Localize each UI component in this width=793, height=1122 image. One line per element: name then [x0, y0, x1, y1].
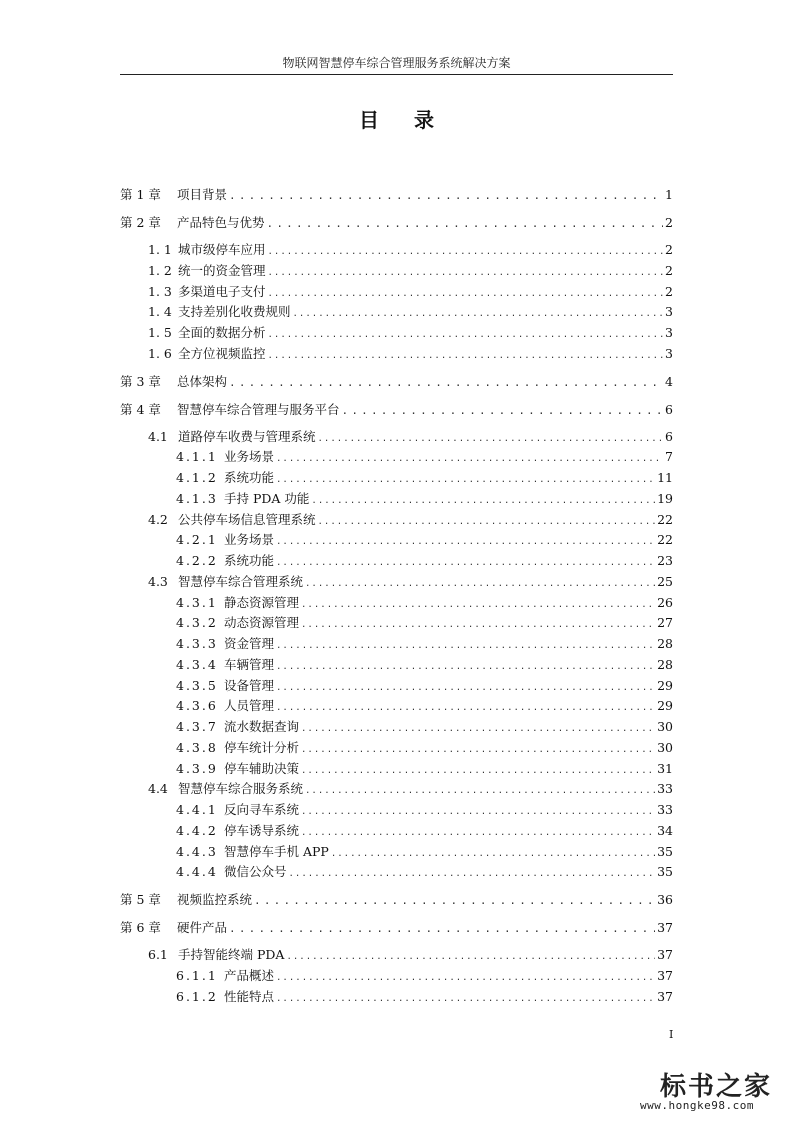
- toc-dot-leader: [276, 989, 655, 1009]
- toc-entry-label: 系统功能: [224, 470, 275, 485]
- toc-entry-label: 微信公众号: [224, 864, 287, 880]
- toc-entry-label: 性能特点: [224, 988, 275, 1004]
- toc-entry-number: 4.4: [148, 781, 168, 797]
- toc-entry[interactable]: [176, 593, 673, 613]
- toc-entry[interactable]: [148, 945, 673, 965]
- toc-dot-leader: [331, 844, 655, 864]
- toc-entry[interactable]: [148, 282, 673, 302]
- toc-entry-number: 4.4.3: [176, 843, 218, 859]
- toc-entry-page: 37: [657, 988, 673, 1004]
- toc-entry-number: 6.1.2: [176, 988, 218, 1004]
- toc-entry-number: 4.3.6: [176, 698, 218, 714]
- toc-entry-label: 业务场景: [224, 449, 275, 465]
- toc-dot-leader: [276, 678, 655, 698]
- toc-entry-page: 33: [657, 781, 673, 797]
- toc-entry-page: 30: [657, 719, 673, 734]
- toc-dot-leader: [276, 532, 655, 552]
- toc-dot-leader: [268, 284, 664, 304]
- toc-dot-leader: [311, 491, 655, 511]
- toc-entry-page: 4: [665, 373, 673, 389]
- toc-entry-page: 30: [657, 739, 673, 755]
- toc-entry[interactable]: [176, 842, 673, 862]
- toc-dot-leader: [254, 891, 655, 911]
- toc-entry-number: 4.3.4: [176, 656, 218, 672]
- toc-entry-number: 4.4.4: [176, 864, 218, 880]
- toc-entry[interactable]: [176, 759, 673, 779]
- toc-entry[interactable]: [176, 862, 673, 882]
- toc-entry-page: 3: [665, 325, 673, 340]
- toc-entry-page: 37: [657, 947, 673, 962]
- toc-entry-label: 停车辅助决策: [224, 760, 300, 776]
- toc-dot-leader: [289, 864, 656, 884]
- toc-entry-number: 第 2 章: [120, 215, 161, 230]
- toc-entry-page: 37: [657, 920, 673, 935]
- toc-entry[interactable]: [148, 302, 673, 322]
- toc-entry[interactable]: [148, 572, 673, 592]
- toc-entry[interactable]: [120, 400, 673, 420]
- toc-entry-label: 智慧停车综合服务系统: [178, 781, 304, 797]
- toc-entry[interactable]: [176, 447, 673, 467]
- toc-entry[interactable]: [148, 261, 673, 281]
- toc-entry-page: 23: [657, 553, 673, 568]
- toc-entry[interactable]: [176, 966, 673, 986]
- toc-dot-leader: [318, 512, 656, 532]
- toc-entry-page: 7: [665, 449, 673, 465]
- toc-entry[interactable]: [148, 323, 673, 343]
- toc-dot-leader: [286, 947, 655, 967]
- toc-entry[interactable]: [176, 696, 673, 716]
- toc-entry[interactable]: [120, 213, 673, 233]
- toc-entry[interactable]: [176, 634, 673, 654]
- toc-entry-page: 11: [657, 470, 673, 485]
- toc-entry[interactable]: [120, 918, 673, 938]
- toc-entry-number: 4.2.1: [176, 532, 218, 548]
- toc-dot-leader: [276, 657, 655, 677]
- toc-entry-page: 28: [657, 656, 673, 672]
- toc-dot-leader: [305, 781, 655, 801]
- toc-entry-page: 29: [657, 698, 673, 714]
- toc-dot-leader: [268, 325, 664, 345]
- toc-entry[interactable]: [148, 510, 673, 530]
- toc-entry-label: 停车诱导系统: [224, 822, 300, 838]
- toc-dot-leader: [276, 698, 655, 718]
- toc-dot-leader: [301, 719, 655, 739]
- toc-entry[interactable]: [148, 427, 673, 447]
- toc-dot-leader: [229, 373, 663, 393]
- toc-entry-label: 多渠道电子支付: [178, 283, 266, 299]
- toc-entry-number: 4.1.1: [176, 449, 218, 465]
- toc-entry-page: 22: [657, 511, 673, 527]
- toc-entry-label: 硬件产品: [177, 920, 228, 935]
- toc-entry-number: 1. 3: [148, 283, 172, 299]
- toc-entry-page: 29: [657, 677, 673, 693]
- toc-entry-label: 全面的数据分析: [178, 325, 266, 340]
- toc-entry-label: 城市级停车应用: [178, 242, 266, 257]
- toc-dot-leader: [318, 429, 664, 449]
- watermark-text: 标书之家: [660, 1072, 773, 1102]
- toc-entry[interactable]: [176, 655, 673, 675]
- toc-dot-leader: [229, 919, 655, 939]
- running-header: 物联网智慧停车综合管理服务系统解决方案: [282, 56, 511, 70]
- toc-dot-leader: [268, 263, 664, 283]
- toc-entry-number: 第 6 章: [120, 920, 161, 935]
- toc-entry-page: 35: [657, 843, 673, 859]
- toc-dot-leader: [301, 615, 655, 635]
- toc-entry[interactable]: [176, 821, 673, 841]
- toc-entry-label: 公共停车场信息管理系统: [178, 511, 316, 527]
- toc-dot-leader: [267, 214, 664, 234]
- toc-dot-leader: [276, 636, 655, 656]
- toc-dot-leader: [301, 740, 655, 760]
- toc-entry-label: 智慧停车综合管理与服务平台: [177, 401, 340, 417]
- toc-entry[interactable]: [176, 676, 673, 696]
- toc-dot-leader: [276, 968, 655, 988]
- toc-entry-number: 4.3.2: [176, 615, 218, 631]
- toc-dot-leader: [293, 304, 664, 324]
- toc-dot-leader: [276, 449, 663, 469]
- toc-entry[interactable]: [176, 551, 673, 571]
- toc-entry[interactable]: [148, 779, 673, 799]
- toc-entry-label: 系统功能: [224, 553, 275, 568]
- toc-entry-label: 手持智能终端 PDA: [178, 947, 285, 962]
- toc-entry[interactable]: [176, 717, 673, 737]
- toc-entry-number: 6.1.1: [176, 967, 218, 983]
- toc-entry-page: 27: [657, 615, 673, 631]
- toc-entry[interactable]: [176, 738, 673, 758]
- toc-entry-number: 1. 5: [148, 325, 172, 340]
- watermark-logo: [630, 1060, 790, 1116]
- toc-entry[interactable]: [148, 344, 673, 364]
- toc-entry-label: 全方位视频监控: [178, 345, 266, 361]
- toc-entry-label: 统一的资金管理: [178, 262, 266, 278]
- toc-entry-label: 智慧停车手机 APP: [224, 843, 329, 859]
- toc-entry-number: 第 1 章: [120, 187, 161, 202]
- toc-entry-label: 产品特色与优势: [177, 215, 265, 230]
- toc-entry-label: 支持差别化收费规则: [178, 304, 291, 320]
- toc-entry-label: 总体架构: [177, 373, 228, 389]
- footer-page-number: I: [669, 1028, 674, 1041]
- toc-entry[interactable]: [176, 468, 673, 488]
- toc-entry-label: 车辆管理: [224, 656, 275, 672]
- toc-entry-number: 4.1.3: [176, 490, 218, 506]
- toc-entry[interactable]: [148, 240, 673, 260]
- toc-entry-number: 4.3.8: [176, 739, 218, 755]
- toc-entry-label: 停车统计分析: [224, 739, 300, 755]
- toc-entry-page: 37: [657, 967, 673, 983]
- toc-entry-label: 反向寻车系统: [224, 802, 300, 817]
- toc-entry-page: 2: [665, 262, 673, 278]
- toc-entry[interactable]: [120, 890, 673, 910]
- toc-entry-label: 设备管理: [224, 677, 275, 693]
- toc-entry-page: 36: [657, 892, 673, 907]
- toc-entry[interactable]: [120, 185, 673, 205]
- toc-dot-leader: [342, 401, 664, 421]
- toc-dot-leader: [276, 553, 655, 573]
- toc-entry-label: 手持 PDA 功能: [224, 490, 310, 506]
- toc-entry-number: 1. 4: [148, 304, 172, 320]
- toc-entry-page: 2: [665, 242, 673, 257]
- toc-entry-number: 第 5 章: [120, 892, 161, 907]
- toc-dot-leader: [268, 346, 664, 366]
- toc-entry-page: 28: [657, 636, 673, 651]
- toc-entry-number: 4.3.9: [176, 760, 218, 776]
- toc-entry-number: 6.1: [148, 947, 168, 962]
- toc-entry-page: 3: [665, 304, 673, 320]
- toc-entry-page: 3: [665, 345, 673, 361]
- toc-entry-page: 2: [665, 283, 673, 299]
- toc-entry-number: 4.3.7: [176, 719, 218, 734]
- toc-entry-page: 34: [657, 822, 673, 838]
- toc-entry-number: 4.1: [148, 428, 168, 444]
- toc-entry-page: 26: [657, 594, 673, 610]
- toc-entry[interactable]: [176, 800, 673, 820]
- toc-entry-number: 第 4 章: [120, 401, 161, 417]
- toc-entry[interactable]: [120, 372, 673, 392]
- toc-entry-label: 业务场景: [224, 532, 275, 548]
- toc-entry-label: 静态资源管理: [224, 594, 300, 610]
- toc-entry-label: 项目背景: [177, 187, 228, 202]
- toc-entry-page: 33: [657, 802, 673, 817]
- toc-entry-label: 智慧停车综合管理系统: [178, 573, 304, 589]
- toc-title: 目 录: [359, 108, 448, 132]
- toc-entry-number: 第 3 章: [120, 373, 161, 389]
- toc-entry-label: 产品概述: [224, 967, 275, 983]
- toc-entry-label: 道路停车收费与管理系统: [178, 428, 316, 444]
- toc-entry-number: 1. 1: [148, 242, 172, 257]
- toc-dot-leader: [301, 761, 655, 781]
- toc-entry-page: 31: [657, 760, 673, 776]
- toc-entry-number: 4.3: [148, 573, 168, 589]
- toc-dot-leader: [301, 595, 655, 615]
- toc-entry-label: 资金管理: [224, 636, 275, 651]
- toc-entry-number: 1. 2: [148, 262, 172, 278]
- toc-entry-number: 4.1.2: [176, 470, 218, 485]
- toc-entry-number: 4.3.5: [176, 677, 218, 693]
- toc-entry-page: 19: [657, 490, 673, 506]
- toc-entry-page: 1: [665, 187, 673, 202]
- toc-entry-number: 4.3.3: [176, 636, 218, 651]
- toc-entry-number: 4.4.2: [176, 822, 218, 838]
- toc-entry-number: 1. 6: [148, 345, 172, 361]
- toc-entry-page: 35: [657, 864, 673, 880]
- toc-entry-page: 25: [657, 573, 673, 589]
- toc-dot-leader: [301, 802, 655, 822]
- toc-entry-number: 4.2: [148, 511, 168, 527]
- toc-dot-leader: [276, 470, 655, 490]
- toc-entry-page: 6: [665, 428, 673, 444]
- toc-entry-label: 流水数据查询: [224, 719, 300, 734]
- watermark-url: www.hongke98.com: [640, 1099, 754, 1112]
- toc-dot-leader: [229, 186, 663, 206]
- toc-dot-leader: [305, 574, 655, 594]
- toc-entry-label: 动态资源管理: [224, 615, 300, 631]
- toc-entry-page: 2: [665, 215, 673, 230]
- toc-entry-label: 视频监控系统: [177, 892, 253, 907]
- toc-entry[interactable]: [176, 530, 673, 550]
- toc-entry[interactable]: [176, 489, 673, 509]
- toc-entry-number: 4.4.1: [176, 802, 218, 817]
- toc-entry[interactable]: [176, 987, 673, 1007]
- toc-entry-page: 6: [665, 401, 673, 417]
- toc-entry[interactable]: [176, 613, 673, 633]
- toc-entry-number: 4.3.1: [176, 594, 218, 610]
- toc-entry-page: 22: [657, 532, 673, 548]
- toc-dot-leader: [301, 823, 655, 843]
- toc-entry-label: 人员管理: [224, 698, 275, 714]
- toc-dot-leader: [268, 242, 664, 262]
- toc-entry-number: 4.2.2: [176, 553, 218, 568]
